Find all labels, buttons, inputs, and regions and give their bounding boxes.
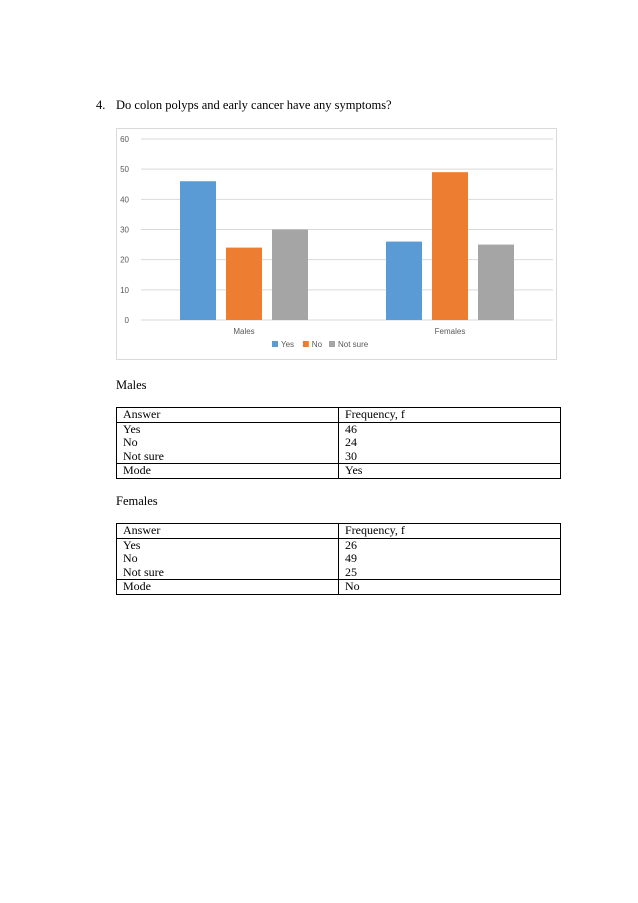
y-tick-label: 20	[120, 255, 129, 265]
males-table	[116, 407, 561, 479]
header-answer: Answer	[117, 524, 339, 539]
answer-yes: Yes	[123, 421, 141, 436]
males-label: Males	[116, 378, 147, 392]
legend-label: No	[311, 340, 323, 349]
table-header-row	[117, 408, 561, 423]
mode-value: Yes	[339, 464, 561, 479]
y-tick-label: 50	[120, 165, 129, 175]
y-tick-label: 60	[120, 135, 129, 144]
frequency-yes: 46	[345, 421, 357, 436]
females-label: Females	[116, 494, 158, 508]
header-frequency: Frequency, f	[339, 408, 561, 423]
y-tick-label: 30	[120, 225, 129, 235]
mode-value: No	[339, 580, 561, 595]
frequency-no: 24	[345, 435, 357, 449]
answers-cell	[117, 538, 339, 580]
mode-row	[117, 464, 561, 479]
header-frequency: Frequency, f	[339, 524, 561, 539]
bar-not-sure	[272, 230, 308, 321]
y-tick-label: 40	[120, 195, 129, 205]
bar-chart	[117, 129, 558, 361]
frequency-not-sure: 30	[345, 448, 357, 463]
frequency-no: 49	[345, 551, 357, 565]
legend-label: Not sure	[338, 340, 369, 349]
legend-swatch	[303, 341, 309, 347]
answer-not-sure: Not sure	[123, 448, 164, 463]
answer-no: No	[123, 435, 138, 449]
answer-no: No	[123, 551, 138, 565]
table-header-row	[117, 524, 561, 539]
answer-yes: Yes	[123, 537, 141, 552]
mode-label: Mode	[117, 464, 339, 479]
legend-label: Yes	[281, 340, 295, 349]
frequency-yes: 26	[345, 537, 357, 552]
answer-not-sure: Not sure	[123, 564, 164, 579]
frequencies-cell	[339, 422, 561, 464]
answers-cell	[117, 422, 339, 464]
legend-swatch	[272, 341, 278, 347]
chart-frame	[116, 128, 557, 360]
mode-row	[117, 580, 561, 595]
bar-yes	[386, 242, 422, 320]
bar-not-sure	[478, 245, 514, 320]
bar-no	[432, 172, 468, 320]
bar-yes	[180, 181, 216, 320]
mode-label: Mode	[117, 580, 339, 595]
frequency-not-sure: 25	[345, 564, 357, 579]
x-tick-label: Males	[233, 327, 255, 336]
question	[96, 98, 392, 113]
females-table	[116, 523, 561, 595]
table-row	[117, 538, 561, 580]
bar-no	[226, 248, 262, 320]
question-number: 4.	[96, 98, 106, 112]
x-tick-label: Females	[434, 327, 466, 336]
frequencies-cell	[339, 538, 561, 580]
legend-swatch	[329, 341, 335, 347]
y-tick-label: 0	[124, 316, 129, 325]
header-answer: Answer	[117, 408, 339, 423]
y-tick-label: 10	[120, 285, 129, 295]
table-row	[117, 422, 561, 464]
question-text: Do colon polyps and early cancer have any symptoms?	[116, 98, 392, 112]
